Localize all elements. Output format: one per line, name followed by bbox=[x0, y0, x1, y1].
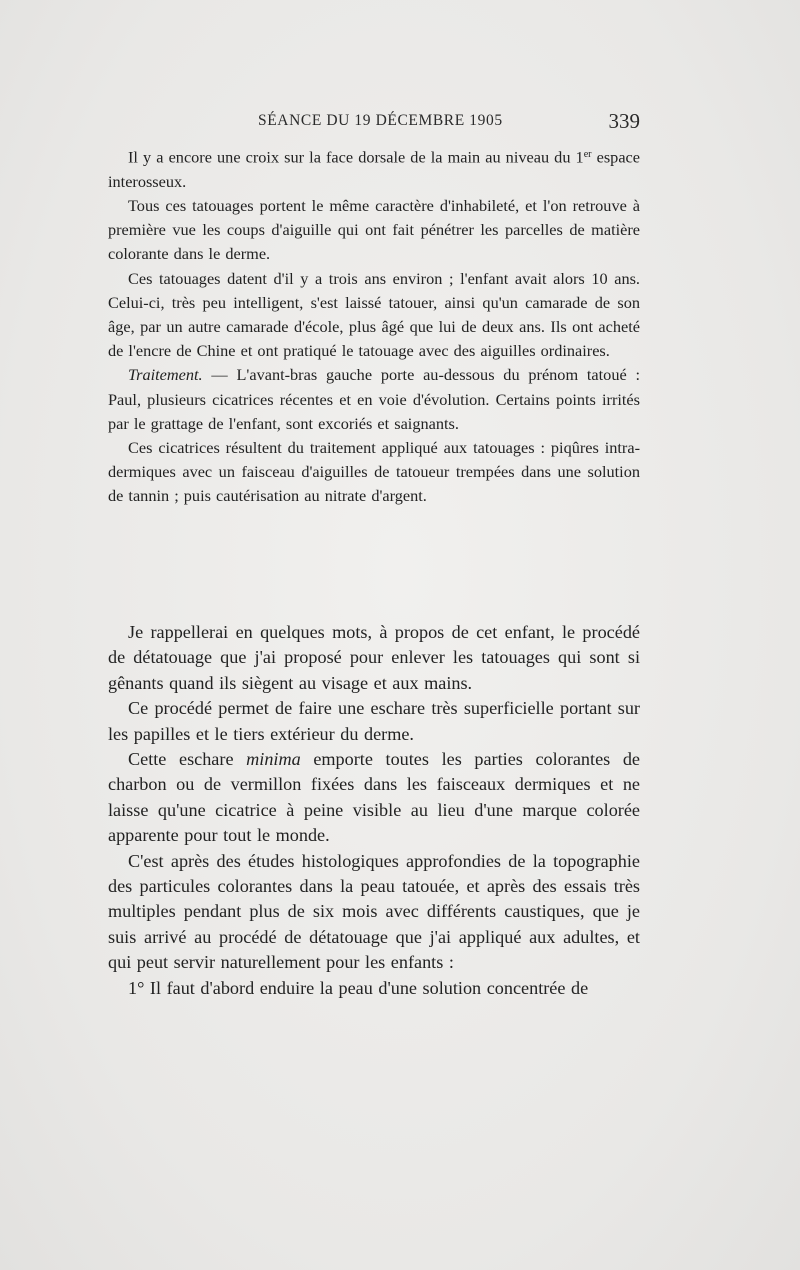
paragraph-6: Je rappellerai en quelques mots, à propos de cet enfant, le procédé de détatouage que j'ai proposé pour enlever les tatouages qui sont si gênants quand ils siègent au visage et aux mains. bbox=[108, 622, 640, 693]
traitement-label: Traitement. bbox=[128, 365, 203, 385]
text-block-1 bbox=[108, 143, 640, 509]
paragraph-1 bbox=[108, 143, 640, 194]
paragraph-7: Ce procédé permet de faire une eschare très superficielle portant sur les papilles et le tiers extérieur du derme. bbox=[108, 698, 640, 744]
text-block-2 bbox=[108, 620, 640, 1001]
paragraph-4 bbox=[108, 363, 640, 436]
page-header bbox=[108, 109, 640, 138]
page-number: 339 bbox=[608, 109, 640, 133]
paragraph-1-text-b: espace interosseux. bbox=[108, 147, 641, 191]
ordinal-suffix: er bbox=[583, 149, 592, 160]
paragraph-1-text-a: Il y a encore une croix sur la face dorsale de la main au niveau du 1 bbox=[128, 147, 584, 167]
paragraph-10: 1° Il faut d'abord enduire la peau d'une solution concentrée de bbox=[128, 977, 589, 998]
minima-term: minima bbox=[246, 749, 301, 770]
paragraph-4-text: — L'avant-bras gauche porte au-dessous du prénom tatoué : Paul, plusieurs cicatrices récentes et en voie d'évolution. Certains points irrités par le grattage de l'enfant, sont excoriés et saignants. bbox=[108, 365, 640, 433]
paragraph-2: Tous ces tatouages portent le même caractère d'inhabileté, et l'on retrouve à première vue les coups d'aiguille qui ont fait pénétrer les parcelles de matière colorante dans le derme. bbox=[108, 195, 640, 264]
paragraph-8-text-b: emporte toutes les parties colorantes de charbon ou de vermillon fixées dans les faisceaux dermiques et ne laisse qu'une cicatrice à peine visible au lieu d'une marque colorée apparente pour tout le monde. bbox=[108, 749, 641, 846]
paragraph-3: Ces tatouages datent d'il y a trois ans environ ; l'enfant avait alors 10 ans. Celui-ci, très peu intelligent, s'est laissé tatouer, ainsi qu'un camarade de son âge, par un autre camarade d'école, plus âgé que lui de deux ans. Ils ont acheté de l'encre de Chine et ont pratiqué le tatouage avec des aiguilles ordinaires. bbox=[108, 268, 640, 361]
paragraph-9: C'est après des études histologiques approfondies de la topographie des particules colorantes dans la peau tatouée, et après des essais très multiples pendant plus de six mois avec différents caustiques, que je suis arrivé au procédé de détatouage que j'ai appliqué aux adultes, et qui peut servir naturellement pour les enfants : bbox=[108, 850, 640, 973]
paragraph-5: Ces cicatrices résultent du traitement appliqué aux tatouages : piqûres intra-dermiques avec un faisceau d'aiguilles de tatoueur trempées dans une solution de tannin ; puis cautérisation au nitrate d'argent. bbox=[108, 437, 640, 506]
running-head: SÉANCE DU 19 DÉCEMBRE 1905 bbox=[258, 112, 503, 129]
paragraph-8 bbox=[108, 747, 640, 849]
paragraph-8-text-a: Cette eschare bbox=[128, 749, 247, 770]
